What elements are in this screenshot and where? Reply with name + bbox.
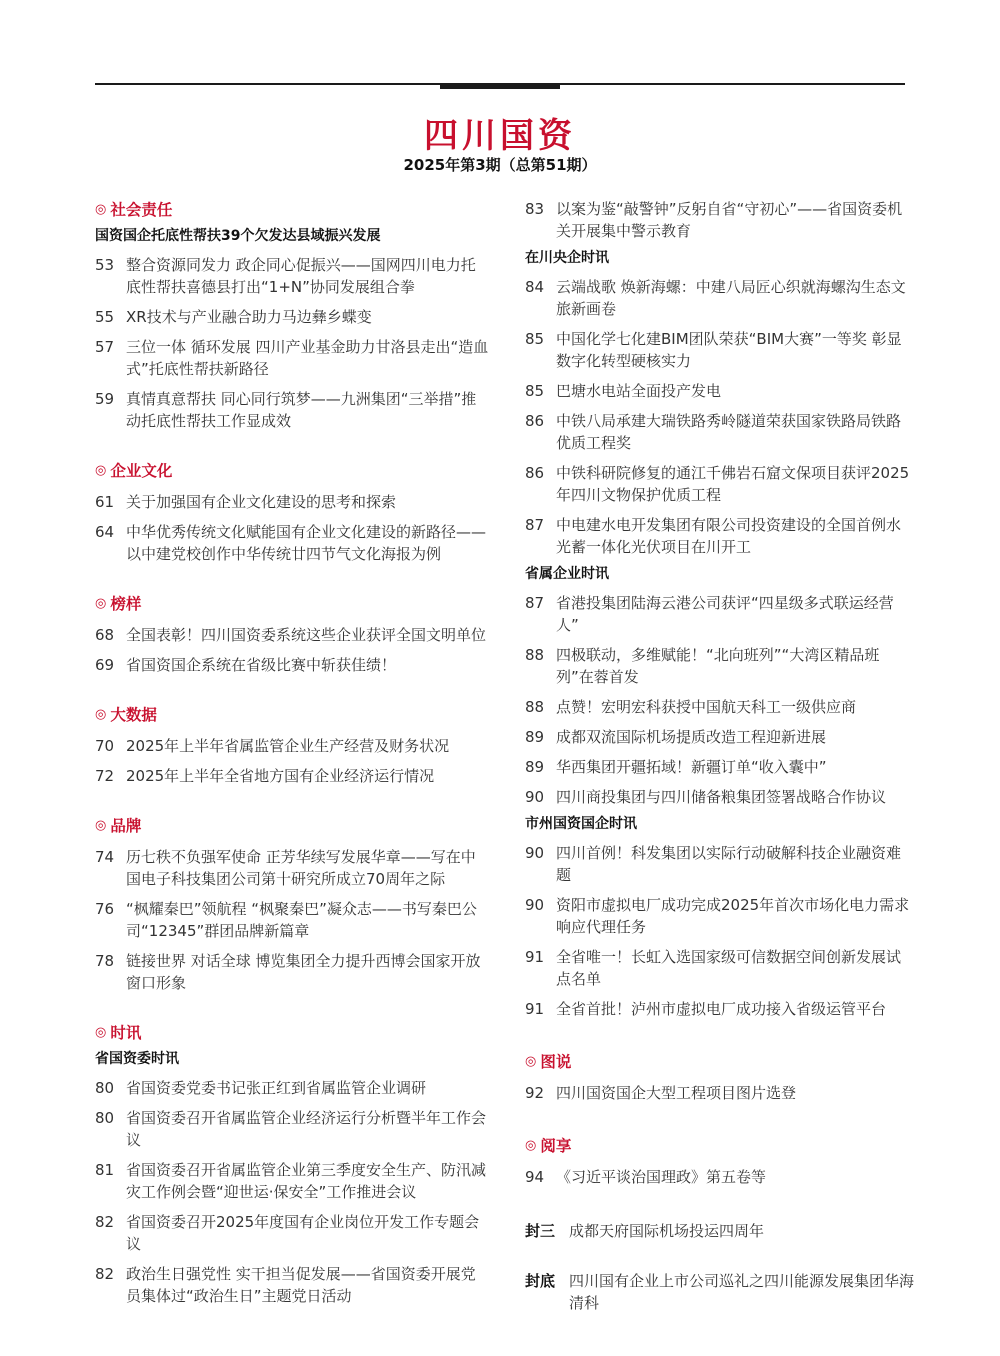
toc-entry[interactable] xyxy=(525,946,915,990)
page-number: 72 xyxy=(95,767,115,785)
toc-entry[interactable] xyxy=(95,898,490,942)
subsection-heading: 省属企业时讯 xyxy=(525,566,609,582)
entry-title: 中电建水电开发集团有限公司投资建设的全国首例水光蓄一体化光伏项目在川开工 xyxy=(556,516,902,556)
section-brand xyxy=(95,814,490,994)
page-number: 55 xyxy=(95,308,115,326)
page-number: 59 xyxy=(95,390,115,408)
toc-entry[interactable] xyxy=(525,842,915,886)
page-number: 89 xyxy=(525,728,545,746)
section-name: 品牌 xyxy=(110,817,142,835)
right-column xyxy=(525,198,915,1314)
subsection-heading: 市州国资国企时讯 xyxy=(525,816,637,832)
entry-title: 三位一体 循环发展 四川产业基金助力甘洛县走出“造血式”托底性帮扶新路径 xyxy=(126,338,489,378)
page-number: 88 xyxy=(525,646,545,664)
page-number: 87 xyxy=(525,516,545,534)
entry-title: 全省首批！泸州市虚拟电厂成功接入省级运管平台 xyxy=(556,1000,887,1018)
toc-entry[interactable] xyxy=(525,198,915,242)
page-number: 81 xyxy=(95,1161,115,1179)
page-number: 87 xyxy=(525,594,545,612)
entry-title: 真情真意帮扶 同心同行筑梦——九洲集团“三举措”推动托底性帮扶工作显成效 xyxy=(126,390,477,430)
entry-title: 点赞！宏明宏科获授中国航天科工一级供应商 xyxy=(556,698,857,716)
ring-bullet-icon: ◎ xyxy=(95,201,107,217)
page-number: 82 xyxy=(95,1213,115,1231)
page-number: 92 xyxy=(525,1084,545,1102)
ring-bullet-icon: ◎ xyxy=(95,817,107,833)
entry-title: 历七秩不负强军使命 正芳华续写发展华章——写在中国电子科技集团公司第十研究所成立70周年之际 xyxy=(126,848,476,888)
toc-entry[interactable] xyxy=(525,592,915,636)
entry-title: 链接世界 对话全球 博览集团全力提升西博会国家开放窗口形象 xyxy=(126,952,481,992)
entry-title: 中国化学七化建BIM团队荣获“BIM大赛”一等奖 彰显数字化转型硬核实力 xyxy=(556,330,902,370)
entry-title: 省国资委召开省属监管企业经济运行分析暨半年工作会议 xyxy=(126,1109,487,1149)
toc-entry[interactable] xyxy=(525,644,915,688)
section-corporate-culture xyxy=(95,459,490,565)
page-number: 69 xyxy=(95,656,115,674)
page-number: 70 xyxy=(95,737,115,755)
subsection-heading: 国资国企托底性帮扶39个欠发达县域振兴发展 xyxy=(95,228,381,244)
toc-entry[interactable] xyxy=(525,696,915,718)
entry-title: 中铁科研院修复的通江千佛岩石窟文保项目获评2025年四川文物保护优质工程 xyxy=(556,464,910,504)
cover-entry-back[interactable] xyxy=(525,1270,915,1314)
ring-bullet-icon: ◎ xyxy=(525,1053,537,1069)
page-number: 86 xyxy=(525,464,545,482)
section-heading xyxy=(525,1050,915,1072)
section-heading xyxy=(95,814,490,836)
toc-entry[interactable] xyxy=(525,410,915,454)
magazine-title: 四川国资 xyxy=(424,116,576,156)
ring-bullet-icon: ◎ xyxy=(95,595,107,611)
entry-title: 全省唯一！长虹入选国家级可信数据空间创新发展试点名单 xyxy=(556,948,902,988)
toc-entry[interactable] xyxy=(95,1263,490,1307)
entry-title: 以案为鉴“敲警钟”反躬自省“守初心”——省国资委机关开展集中警示教育 xyxy=(556,200,903,240)
entry-title: 四川商投集团与四川储备粮集团签署战略合作协议 xyxy=(556,788,887,806)
page-number: 85 xyxy=(525,382,545,400)
issue-number: 2025年第3期（总第51期） xyxy=(403,156,597,174)
toc-entry[interactable] xyxy=(95,624,490,646)
page-number: 88 xyxy=(525,698,545,716)
entry-title: 整合资源同发力 政企同心促振兴——国网四川电力托底性帮扶喜德县打出“1+N”协同发展组合拳 xyxy=(126,256,476,296)
toc-entry[interactable] xyxy=(95,521,490,565)
page-number: 85 xyxy=(525,330,545,348)
entry-title: 2025年上半年省属监管企业生产经营及财务状况 xyxy=(126,737,450,755)
toc-entry[interactable] xyxy=(525,1166,915,1188)
page-number: 74 xyxy=(95,848,115,866)
toc-entry[interactable] xyxy=(525,998,915,1020)
section-heading xyxy=(95,198,490,220)
entry-title: 巴塘水电站全面投产发电 xyxy=(556,382,722,400)
section-reading xyxy=(525,1134,915,1188)
entry-title: “枫耀秦巴”领航程 “枫聚秦巴”凝众志——书写秦巴公司“12345”群团品牌新篇章 xyxy=(126,900,477,940)
ring-bullet-icon: ◎ xyxy=(525,1137,537,1153)
page-number: 82 xyxy=(95,1265,115,1283)
toc-entry[interactable] xyxy=(525,514,915,558)
page-number: 91 xyxy=(525,948,545,966)
toc-entry[interactable] xyxy=(525,1082,915,1104)
toc-entry[interactable] xyxy=(525,462,915,506)
top-rule-accent xyxy=(440,83,560,89)
page-number: 57 xyxy=(95,338,115,356)
page-number: 80 xyxy=(95,1109,115,1127)
entry-title: 四川国资国企大型工程项目图片选登 xyxy=(556,1084,797,1102)
section-name: 大数据 xyxy=(110,706,157,724)
section-name: 榜样 xyxy=(110,595,142,613)
entry-title: 2025年上半年全省地方国有企业经济运行情况 xyxy=(126,767,435,785)
toc-entry[interactable] xyxy=(95,336,490,380)
page-number: 64 xyxy=(95,523,115,541)
page-number: 94 xyxy=(525,1168,545,1186)
page-number: 90 xyxy=(525,896,545,914)
cover-label: 封三 xyxy=(525,1222,556,1240)
toc-entry[interactable] xyxy=(525,380,915,402)
toc-entry[interactable] xyxy=(95,491,490,513)
toc-entry[interactable] xyxy=(95,1107,490,1151)
toc-entry[interactable] xyxy=(525,276,915,320)
entry-title: 省国资委召开省属监管企业第三季度安全生产、防汛减灾工作例会暨“迎世运·保安全”工作推进会议 xyxy=(126,1161,487,1201)
section-name: 阅享 xyxy=(540,1137,572,1155)
toc-entry[interactable] xyxy=(95,950,490,994)
entry-title: 政治生日强党性 实干担当促发展——省国资委开展党员集体过“政治生日”主题党日活动 xyxy=(126,1265,476,1305)
toc-entry[interactable] xyxy=(525,894,915,938)
toc-entry[interactable] xyxy=(525,726,915,748)
page-number: 80 xyxy=(95,1079,115,1097)
ring-bullet-icon: ◎ xyxy=(95,1024,107,1040)
entry-title: 四极联动，多维赋能！“北向班列”“大湾区精品班列”在蓉首发 xyxy=(556,646,880,686)
entry-title: 中华优秀传统文化赋能国有企业文化建设的新路径——以中建党校创作中华传统廿四节气文化海报为例 xyxy=(126,523,487,563)
page-number: 61 xyxy=(95,493,115,511)
toc-entry[interactable] xyxy=(95,306,490,328)
toc-entry[interactable] xyxy=(95,1077,490,1099)
toc-entry[interactable] xyxy=(95,735,490,757)
entry-title: 《习近平谈治国理政》第五卷等 xyxy=(556,1168,767,1186)
section-heading xyxy=(95,1021,490,1043)
toc-entry[interactable] xyxy=(95,654,490,676)
toc-entry[interactable] xyxy=(95,388,490,432)
section-heading xyxy=(95,459,490,481)
cover-label: 封底 xyxy=(525,1272,556,1290)
page-number: 76 xyxy=(95,900,115,918)
toc-entry[interactable] xyxy=(95,846,490,890)
entry-title: 省国资委召开2025年度国有企业岗位开发工作专题会议 xyxy=(126,1213,480,1253)
section-news xyxy=(95,1021,490,1307)
page-number: 83 xyxy=(525,200,545,218)
section-big-data xyxy=(95,703,490,787)
page-number: 53 xyxy=(95,256,115,274)
entry-title: 成都天府国际机场投运四周年 xyxy=(569,1222,765,1240)
section-name: 企业文化 xyxy=(110,462,173,480)
ring-bullet-icon: ◎ xyxy=(95,706,107,722)
ring-bullet-icon: ◎ xyxy=(95,462,107,478)
page-number: 68 xyxy=(95,626,115,644)
toc-entry[interactable] xyxy=(95,1211,490,1255)
section-name: 社会责任 xyxy=(110,201,173,219)
page-number: 86 xyxy=(525,412,545,430)
entry-title: 成都双流国际机场提质改造工程迎新进展 xyxy=(556,728,827,746)
page-number: 84 xyxy=(525,278,545,296)
section-name: 图说 xyxy=(540,1053,572,1071)
toc-entry[interactable] xyxy=(95,1159,490,1203)
entry-title: 省国资委党委书记张正红到省属监管企业调研 xyxy=(126,1079,427,1097)
entry-title: 全国表彰！四川国资委系统这些企业获评全国文明单位 xyxy=(126,626,487,644)
page-number: 91 xyxy=(525,1000,545,1018)
section-heading xyxy=(95,592,490,614)
page-number: 90 xyxy=(525,844,545,862)
toc-entry[interactable] xyxy=(95,254,490,298)
entry-title: 四川国有企业上市公司巡礼之四川能源发展集团华海清科 xyxy=(569,1272,915,1312)
subsection-heading: 省国资委时讯 xyxy=(95,1051,179,1067)
toc-entry[interactable] xyxy=(525,756,915,778)
entry-title: 华西集团开疆拓域！新疆订单“收入囊中” xyxy=(556,758,827,776)
section-name: 时讯 xyxy=(110,1024,142,1042)
subsection-heading: 在川央企时讯 xyxy=(525,250,609,266)
entry-title: 资阳市虚拟电厂成功完成2025年首次市场化电力需求响应代理任务 xyxy=(556,896,910,936)
entry-title: 关于加强国有企业文化建设的思考和探索 xyxy=(126,493,397,511)
entry-title: 云端战歌 焕新海螺：中建八局匠心织就海螺沟生态文旅新画卷 xyxy=(556,278,906,318)
section-role-models xyxy=(95,592,490,676)
toc-entry[interactable] xyxy=(525,786,915,808)
section-social-responsibility xyxy=(95,198,490,432)
toc-entry[interactable] xyxy=(95,765,490,787)
page-number: 90 xyxy=(525,788,545,806)
page-number: 78 xyxy=(95,952,115,970)
entry-title: 省国资国企系统在省级比赛中斩获佳绩！ xyxy=(126,656,397,674)
left-column xyxy=(95,198,490,1307)
entry-title: 四川首例！科发集团以实际行动破解科技企业融资难题 xyxy=(556,844,902,884)
section-heading xyxy=(95,703,490,725)
cover-entry-inside-back[interactable] xyxy=(525,1220,915,1242)
section-heading xyxy=(525,1134,915,1156)
section-pictures xyxy=(525,1050,915,1104)
entry-title: 中铁八局承建大瑞铁路秀岭隧道荣获国家铁路局铁路优质工程奖 xyxy=(556,412,902,452)
entry-title: 省港投集团陆海云港公司获评“四星级多式联运经营人” xyxy=(556,594,894,634)
toc-entry[interactable] xyxy=(525,328,915,372)
entry-title: XR技术与产业融合助力马边彝乡蝶变 xyxy=(126,308,372,326)
page-number: 89 xyxy=(525,758,545,776)
